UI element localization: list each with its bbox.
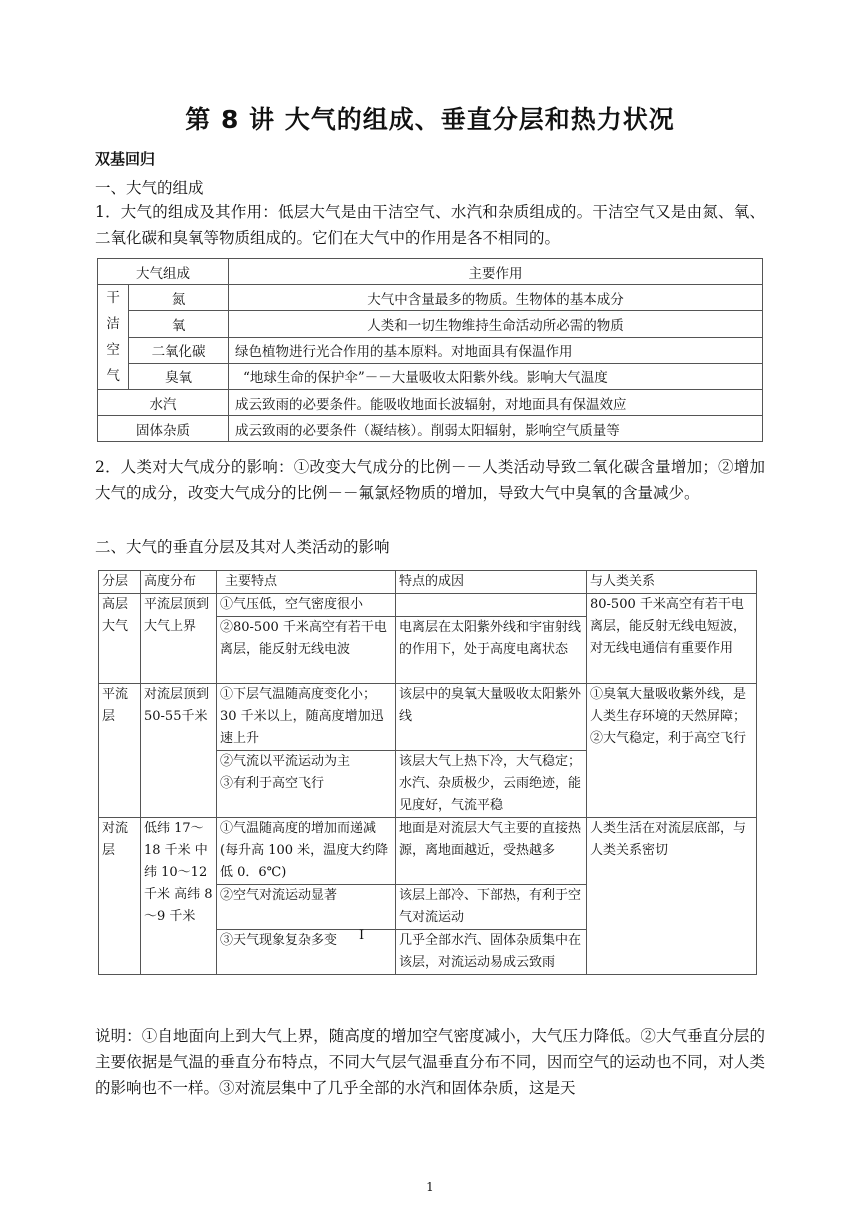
layer-feature: ③天气现象复杂多变 [217,930,396,975]
feature-cause [396,594,587,617]
feature-cause: 地面是对流层大气主要的直接热源，离地面越近，受热越多 [396,818,587,885]
feature-cause: 几乎全部水汽、固体杂质集中在该层，对流运动易成云致雨 [396,930,587,975]
component-effect: “地球生命的保护伞”－－大量吸收太阳紫外线。影响大气温度 [229,363,763,389]
table-header-cell: 高度分布 [141,571,217,594]
layer-name: 平流层 [99,684,141,818]
feature-cause: 电离层在太阳紫外线和宇宙射线的作用下，处于高度电离状态 [396,617,587,684]
component-name: 臭氧 [129,363,229,389]
component-effect: 成云致雨的必要条件。能吸收地面长波辐射，对地面具有保温效应 [229,390,763,416]
table-row [98,337,763,363]
component-effect: 大气中含量最多的物质。生物体的基本成分 [229,285,763,311]
table-row [98,416,763,442]
table-row [98,285,763,311]
component-effect: 成云致雨的必要条件（凝结核）。削弱太阳辐射，影响空气质量等 [229,416,763,442]
text-cursor-mark: I [359,928,365,943]
human-relation: 人类生活在对流层底部，与人类关系密切 [587,818,757,975]
feature-cause: 该层中的臭氧大量吸收太阳紫外线 [396,684,587,751]
paragraph-2: 2．人类对大气成分的影响：①改变大气成分的比例－－人类活动导致二氧化碳含量增加；②增加大气的成分，改变大气成分的比例－－氟氯烃物质的增加，导致大气中臭氧的含量减少。 [95,458,765,502]
table-row [98,311,763,337]
feature-line: ②气流以平流运动为主 [220,754,351,769]
component-name: 水汽 [98,390,229,416]
feature-line: ③有利于高空飞行 [220,776,325,791]
layer-height: 对流层顶到50-55千米 [141,684,217,818]
dry-air-group-label [98,285,129,390]
vertical-layers-table [98,570,757,975]
table-row [98,363,763,389]
human-relation: 80-500 千米高空有若干电离层，能反射无线电短波，对无线电通信有重要作用 [587,594,757,684]
component-name: 固体杂质 [98,416,229,442]
table-header-row [99,571,757,594]
table-header-cell: 大气组成 [98,259,229,285]
table-header-cell: 与人类关系 [587,571,757,594]
table-header-cell: 主要特点 [217,571,396,594]
table-row [99,818,757,885]
human-relation: ①臭氧大量吸收紫外线，是人类生存环境的天然屏障；②大气稳定，利于高空飞行 [587,684,757,818]
layer-feature [217,751,396,818]
table-row [99,594,757,617]
layer-feature: ①气压低，空气密度很小 [217,594,396,617]
layer-height: 平流层顶到大气上界 [141,594,217,684]
page-number: 1 [426,1180,434,1194]
layer-feature: ①气温随高度的增加而递减(每升高 100 米，温度大约降低 0．6℃) [217,818,396,885]
feature-cause: 该层大气上热下冷，大气稳定；水汽、杂质极少，云雨绝迹，能见度好，气流平稳 [396,751,587,818]
layer-height: 低纬 17～18 千米 中纬 10～12 千米 高纬 8～9 千米 [141,818,217,975]
layer-name: 对流层 [99,818,141,975]
feature-cause: 该层上部冷、下部热，有利于空气对流运动 [396,885,587,930]
table-row [99,684,757,751]
component-name: 二氧化碳 [129,337,229,363]
table-header-cell: 主要作用 [229,259,763,285]
component-name: 氧 [129,311,229,337]
table-header-cell: 特点的成因 [396,571,587,594]
paragraph-1: 1．大气的组成及其作用：低层大气是由干洁空气、水汽和杂质组成的。干洁空气又是由氮、氧、二氧化碳和臭氧等物质组成的。它们在大气中的作用是各不相同的。 [95,203,765,247]
table-header-cell: 分层 [99,571,141,594]
composition-table [97,258,763,442]
dry-air-label: 干 洁 空 气 [106,290,120,384]
part1-heading: 一、大气的组成 [95,179,204,197]
component-effect: 绿色植物进行光合作用的基本原料。对地面具有保温作用 [229,337,763,363]
paragraph-3: 说明：①自地面向上到大气上界，随高度的增加空气密度减小，大气压力降低。②大气垂直分层的主要依据是气温的垂直分布特点，不同大气层气温垂直分布不同，因而空气的运动也不同，对人类的影响也不一样。③对流层集中了几乎全部的水汽和固体杂质，这是天 [95,1027,765,1097]
section-heading: 双基回归 [95,150,156,168]
component-name: 氮 [129,285,229,311]
table-row [98,390,763,416]
layer-name: 高层大气 [99,594,141,684]
layer-feature: ②空气对流运动显著 [217,885,396,930]
component-effect: 人类和一切生物维持生命活动所必需的物质 [229,311,763,337]
page-title: 第 8 讲 大气的组成、垂直分层和热力状况 [185,105,675,134]
part2-heading: 二、大气的垂直分层及其对人类活动的影响 [95,538,390,556]
table-header-row [98,259,763,285]
layer-feature: ②80-500 千米高空有若干电离层，能反射无线电波 [217,617,396,684]
layer-feature: ①下层气温随高度变化小；30 千米以上，随高度增加迅速上升 [217,684,396,751]
